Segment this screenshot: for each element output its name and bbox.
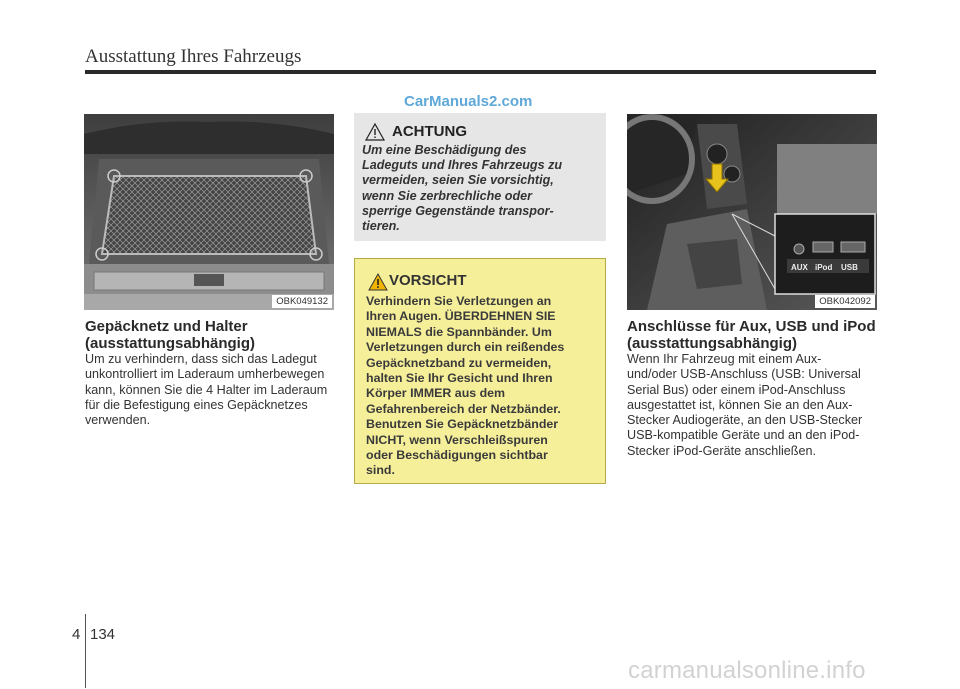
page-number: 134 <box>90 626 116 643</box>
left-body-line: kann, können Sie die 4 Halter im Laderaum <box>85 382 328 397</box>
vorsicht-title: VORSICHT <box>389 272 467 289</box>
achtung-line: sperrige Gegenstände transpor- <box>362 203 554 218</box>
right-heading-line1: Anschlüsse für Aux, USB und iPod <box>627 318 876 335</box>
right-body <box>627 352 877 459</box>
aux-usb-ipod-photo <box>627 114 877 310</box>
header-rule <box>85 70 876 74</box>
vorsicht-line: Verletzungen durch ein reißendes <box>366 340 565 355</box>
right-body-line: Stecker iPod-Geräte anschließen. <box>627 443 816 458</box>
vorsicht-line: Ihren Augen. ÜBERDEHNEN SIE <box>366 309 556 324</box>
vorsicht-line: sind. <box>366 463 395 478</box>
vorsicht-line: NICHT, wenn Verschleißspuren <box>366 432 548 447</box>
right-heading <box>627 318 876 352</box>
photo-code-right: OBK042092 <box>815 295 875 308</box>
vorsicht-line: oder Beschädigungen sichtbar <box>366 448 548 463</box>
port-label-aux: AUX <box>791 263 808 272</box>
right-body-line: und/oder USB-Anschluss (USB: Universal <box>627 367 861 382</box>
vorsicht-line: NIEMALS die Spannbänder. Um <box>366 324 552 339</box>
page-header-title: Ausstattung Ihres Fahrzeugs <box>85 46 302 67</box>
page-number-rule <box>85 614 86 688</box>
chapter-number: 4 <box>72 626 81 643</box>
photo-code-left: OBK049132 <box>272 295 332 308</box>
watermark-top: CarManuals2.com <box>404 93 533 110</box>
vorsicht-line: Verhindern Sie Verletzungen an <box>366 294 552 308</box>
right-body-line: Serial Bus) oder einem iPod-Anschluss <box>627 382 846 397</box>
warning-outline-icon <box>364 122 386 142</box>
achtung-line: wenn Sie zerbrechliche oder <box>362 188 533 203</box>
right-body-line: Wenn Ihr Fahrzeug mit einem Aux- <box>627 352 822 366</box>
left-body-line: verwenden. <box>85 413 151 428</box>
achtung-title: ACHTUNG <box>392 123 467 140</box>
achtung-line: Um eine Beschädigung des <box>362 143 527 157</box>
left-body-line: Um zu verhindern, dass sich das Ladegut <box>85 352 317 366</box>
vorsicht-line: Gefahrenbereich der Netzbänder. <box>366 401 561 416</box>
achtung-line: Ladeguts und Ihres Fahrzeugs zu <box>362 158 563 173</box>
right-body-line: USB-kompatible Geräte und an den iPod- <box>627 428 860 443</box>
vorsicht-caution-box <box>354 258 606 484</box>
left-body-line: für die Befestigung eines Gepäcknetzes <box>85 397 308 412</box>
left-body <box>85 352 334 428</box>
cargo-net-photo <box>84 114 334 310</box>
vorsicht-line: halten Sie Ihr Gesicht und Ihren <box>366 371 553 386</box>
right-body-line: Stecker Audiogeräte, an den USB-Stecker <box>627 413 863 428</box>
vorsicht-text <box>366 294 596 479</box>
warning-filled-icon <box>368 273 388 291</box>
achtung-line: tieren. <box>362 219 400 234</box>
right-heading-line2: (ausstattungsabhängig) <box>627 335 798 352</box>
left-heading-line1: Gepäcknetz und Halter <box>85 318 248 335</box>
cargo-net-illustration <box>84 114 334 310</box>
console-illustration <box>627 114 877 310</box>
left-heading <box>85 318 255 352</box>
achtung-text <box>362 143 598 234</box>
left-heading-line2: (ausstattungsabhängig) <box>85 335 256 352</box>
port-label-usb: USB <box>841 263 858 272</box>
port-label-ipod: iPod <box>815 263 833 272</box>
left-body-line: unkontrolliert im Laderaum umherbewegen <box>85 367 325 382</box>
achtung-notice-box <box>354 113 606 241</box>
achtung-line: vermeiden, seien Sie vorsichtig, <box>362 173 554 188</box>
vorsicht-line: Benutzen Sie Gepäcknetzbänder <box>366 417 559 432</box>
vorsicht-line: Körper IMMER aus dem <box>366 386 506 401</box>
vorsicht-line: Gepäcknetzband zu vermeiden, <box>366 355 552 370</box>
watermark-bottom: carmanualsonline.info <box>628 657 866 684</box>
right-body-line: ausgestattet ist, können Sie an den Aux- <box>627 397 853 412</box>
